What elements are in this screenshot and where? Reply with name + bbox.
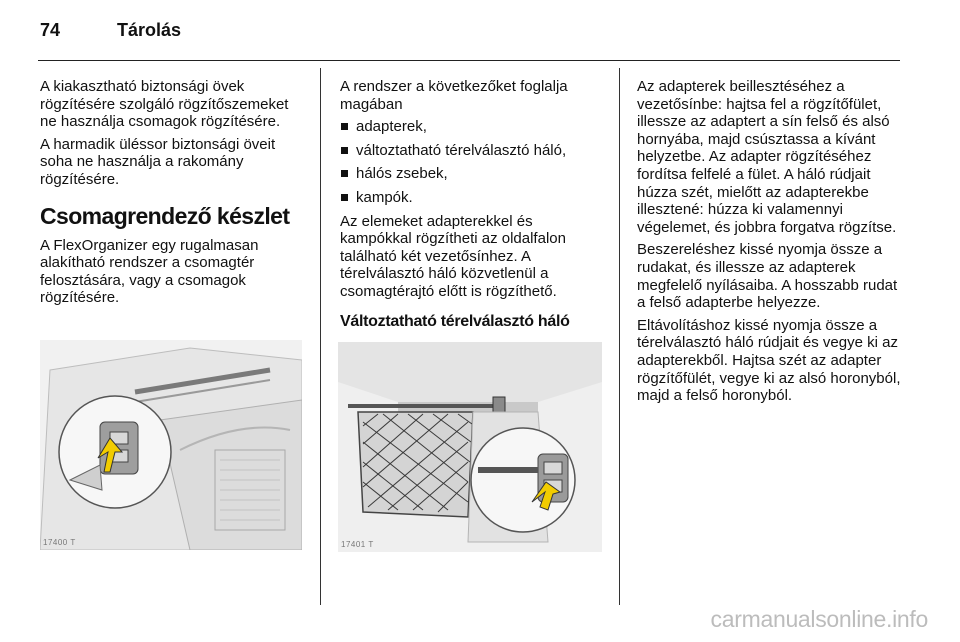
paragraph-third-row-belts: A harmadik üléssor biztonsági öveit soha ne használja a rakomány rögzítésére. (40, 135, 276, 188)
paragraph-mounting: Az elemeket adapterekkel és kampókkal rögzítheti az oldalfalon található két vezetősínhez. A térelválasztó háló közvetlenül a csomagtérajtó előtt is rögzíthető. (340, 212, 566, 300)
page-number: 74 (40, 20, 61, 40)
paragraph-removal: Eltávolításhoz kissé nyomja össze a térelválasztó háló rúdjait és vegye ki az adapterekből. Hajtsa szét az adapter rögzítőfülét, vegye ki az alsó horonyból, majd a felső horonyból. (637, 316, 901, 405)
paragraph-installation: Beszereléshez kissé nyomja össze a rudakat, és illessze az adapterek megfelelő nyílásaiba. A hosszabb rudat a felső adapterbe helyezze. (637, 241, 898, 312)
column-3 (637, 78, 905, 410)
list-item: adapterek, (340, 118, 608, 136)
column-2 (340, 78, 608, 332)
paragraph-belt-eyelets: A kiakasztható biztonsági övek rögzítésére szolgáló rögzítőszemeket ne használja csomagok rögzítésére. (40, 78, 289, 131)
square-bullet-icon (341, 194, 348, 201)
column-1 (40, 78, 308, 312)
list-item: változtatható térelválasztó háló, (340, 142, 608, 160)
paragraph-flexorganizer: A FlexOrganizer egy rugalmasan alakítható rendszer a csomagtér felosztására, vagy a csomagok rögzítésére. (40, 236, 259, 307)
square-bullet-icon (341, 170, 348, 177)
list-item: hálós zsebek, (340, 165, 608, 183)
column-divider-1 (320, 68, 321, 605)
watermark-text: carmanualsonline.info (710, 606, 928, 632)
section-heading-divider-net: Változtatható térelválasztó háló (340, 312, 570, 330)
figure-cargo-rail-adapter (40, 340, 302, 550)
figure-divider-net (338, 342, 602, 552)
figure-code-17401: 17401 T (341, 540, 374, 549)
square-bullet-icon (341, 123, 348, 130)
cargo-area-illustration (40, 340, 302, 550)
divider-net-illustration (338, 342, 602, 552)
section-heading-organizer: Csomagrendező készlet (40, 202, 290, 229)
paragraph-adapter-install: Az adapterek beillesztéséhez a vezetősínbe: hajtsa fel a rögzítőfület, illessze az adaptert a sín felső és alsó hornyába, majd csúsztassa a kívánt helyzetbe. Az adapter rögzítéséhez fordítsa felfelé a fület. A háló rúdjait húzza szét, mielőtt az adapterekbe illesztené: húzza ki valamennyi végelemet, és jobbra forgatva rögzítse. (637, 78, 897, 236)
page-title: Tárolás (117, 20, 182, 40)
component-list (340, 118, 608, 206)
square-bullet-icon (341, 147, 348, 154)
paragraph-system-intro: A rendszer a következőket foglalja magában (340, 78, 568, 113)
column-divider-2 (619, 68, 620, 605)
header-rule (38, 60, 900, 61)
list-item: kampók. (340, 189, 608, 207)
figure-code-17400: 17400 T (43, 538, 76, 547)
